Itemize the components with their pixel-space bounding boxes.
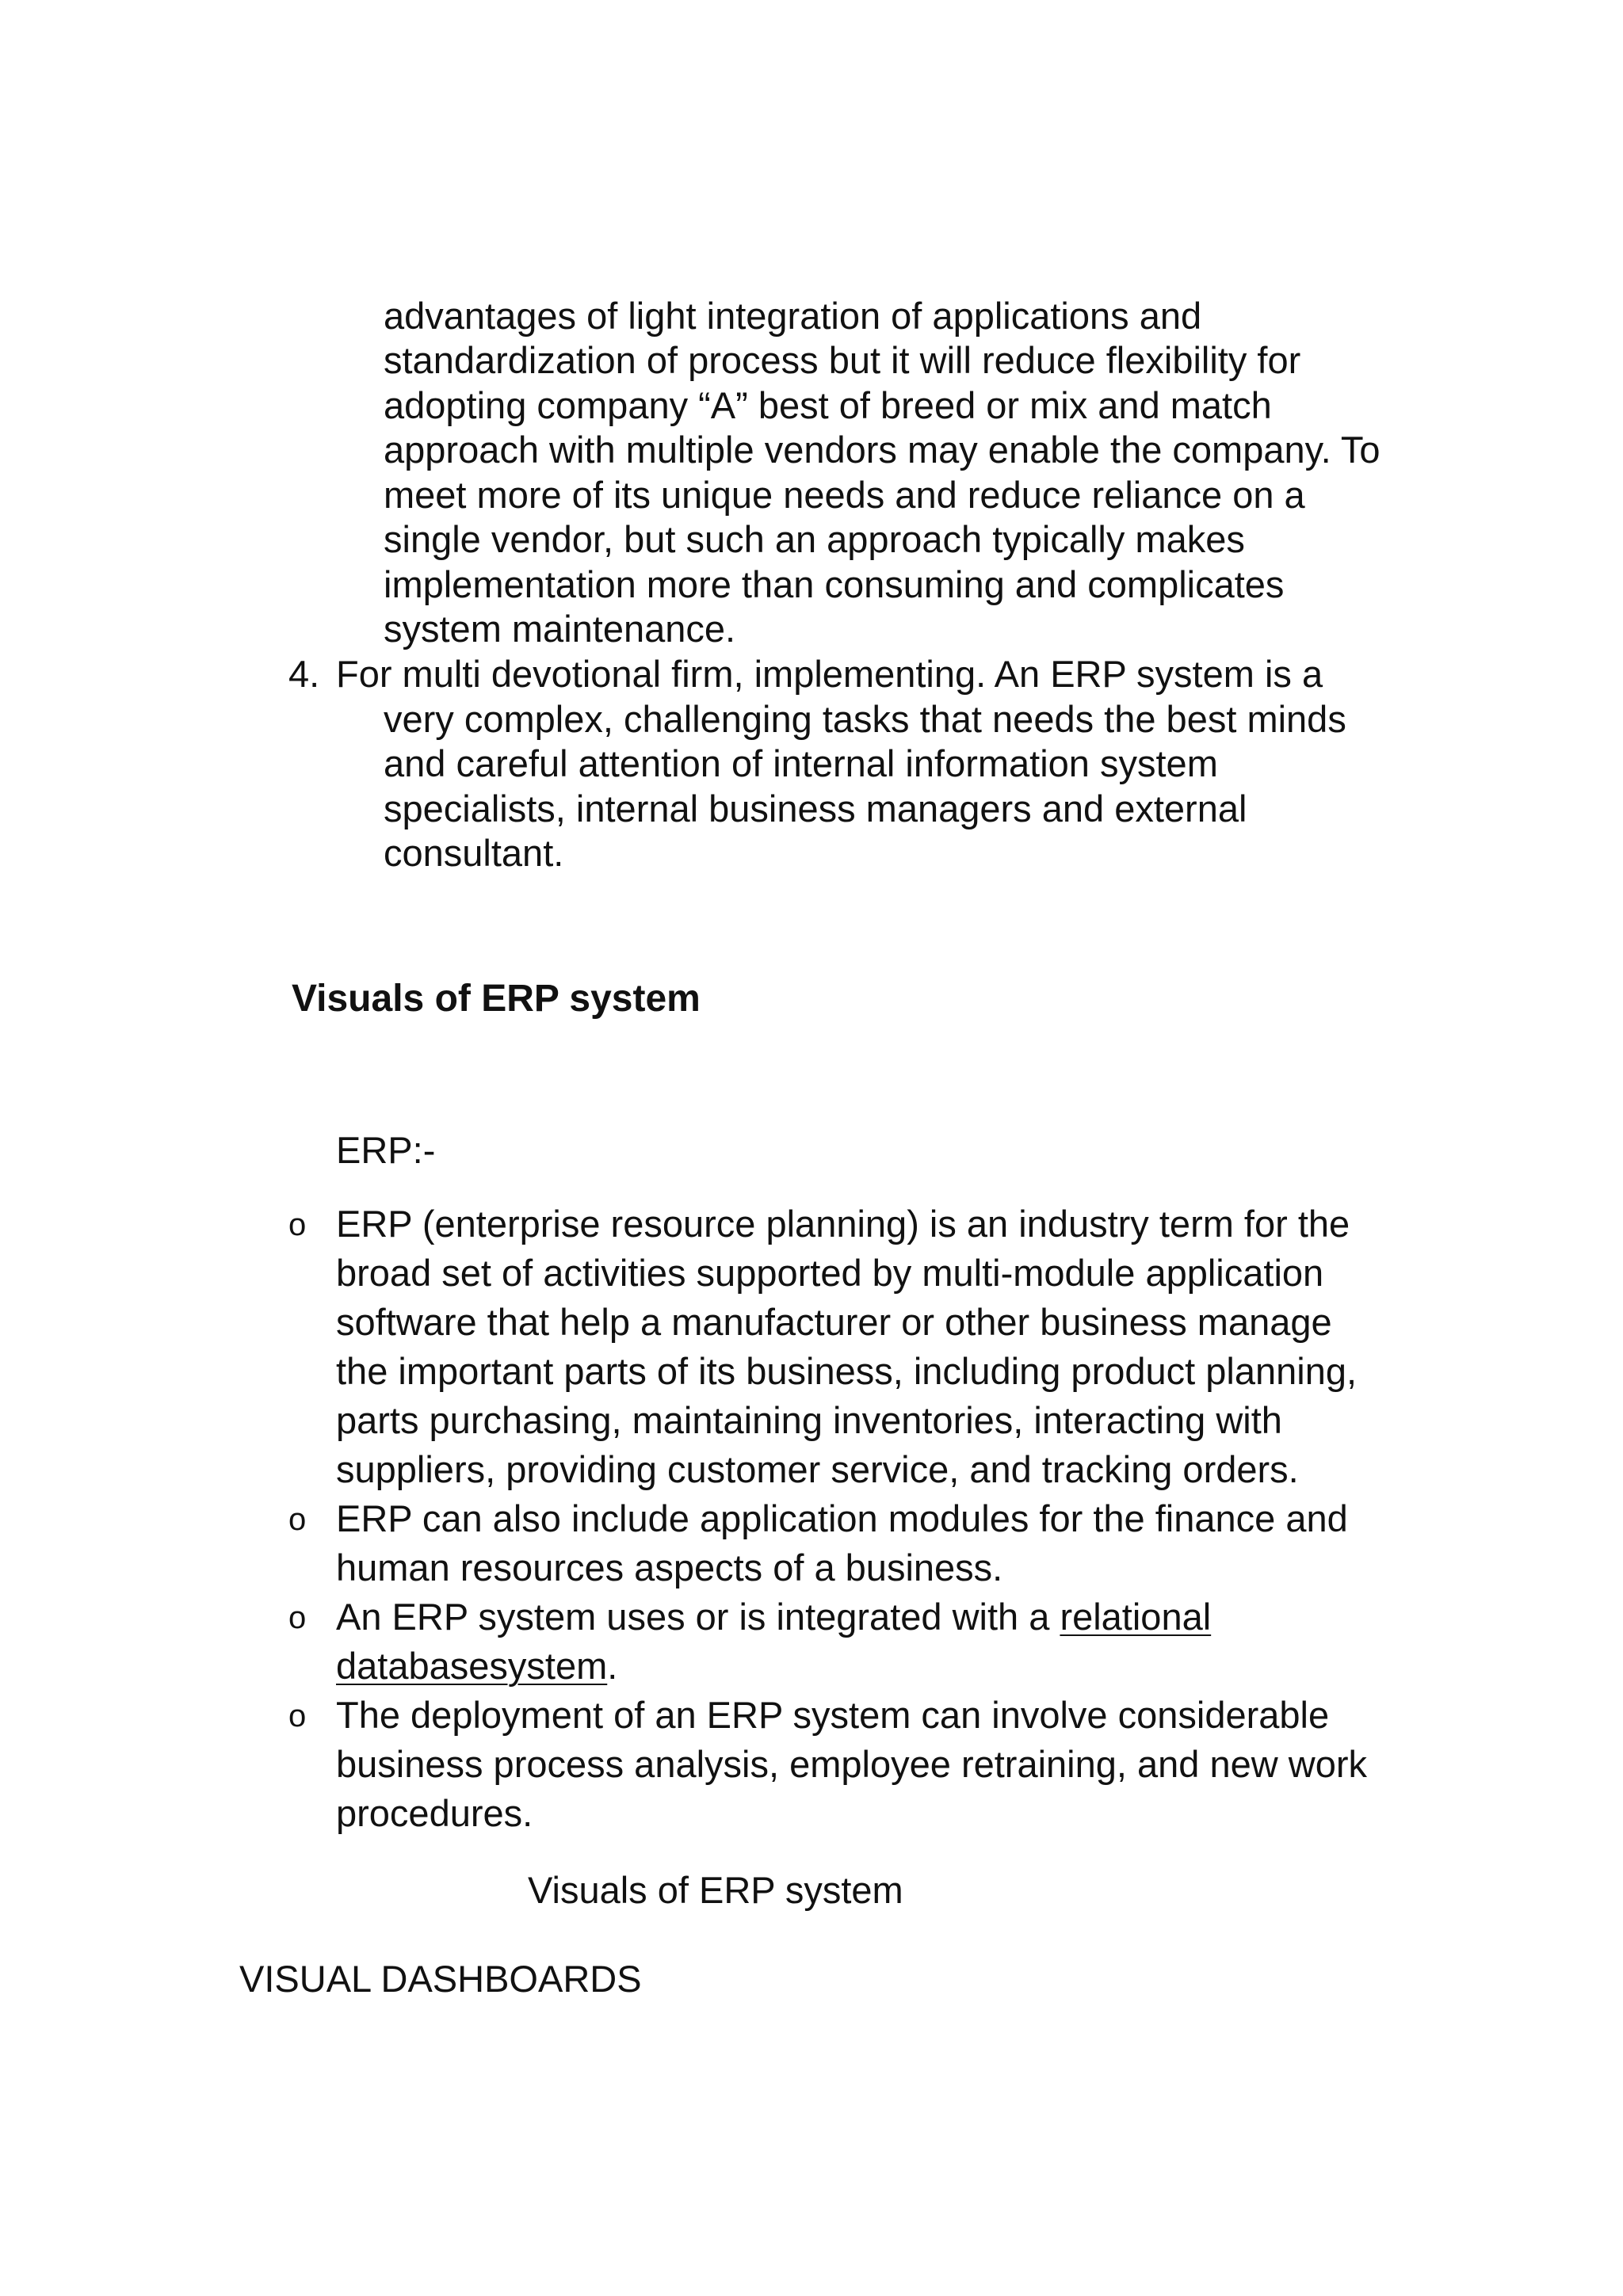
text-line: ERP can also include application modules for the finance and (336, 1497, 1348, 1539)
text-line: human resources aspects of a business. (336, 1547, 1003, 1589)
list-number: 4. (288, 653, 320, 695)
bullet-marker: o (288, 1600, 307, 1635)
bullet-marker: o (288, 1699, 307, 1733)
text-line: very complex, challenging tasks that needs the best minds (384, 698, 1346, 740)
text-line: system maintenance. (384, 608, 736, 650)
text-line: approach with multiple vendors may enable the company. To (384, 429, 1381, 471)
text-line: The deployment of an ERP system can involve considerable (336, 1694, 1330, 1736)
text-line: and careful attention of internal information system (384, 742, 1218, 784)
text-line: advantages of light integration of applications and (384, 295, 1202, 337)
text-line: ERP (enterprise resource planning) is an industry term for the (336, 1203, 1350, 1245)
relational-database-link[interactable]: databasesystem (336, 1645, 608, 1687)
text-line: standardization of process but it will reduce flexibility for (384, 339, 1301, 381)
text-line: single vendor, but such an approach typically makes (384, 518, 1245, 560)
erp-label: ERP:- (336, 1129, 436, 1171)
text-line (336, 1645, 618, 1687)
text-line: broad set of activities supported by multi-module application (336, 1252, 1324, 1294)
text-line (336, 1596, 1212, 1638)
bullet-marker: o (288, 1207, 307, 1242)
bullet-marker: o (288, 1502, 307, 1537)
text-line: procedures. (336, 1792, 533, 1834)
text-line: adopting company “A” best of breed or mix and match (384, 384, 1272, 426)
section-title: VISUAL DASHBOARDS (239, 1958, 642, 2000)
figure-caption: Visuals of ERP system (528, 1869, 903, 1911)
text-segment: An ERP system uses or is integrated with a (336, 1596, 1060, 1638)
text-line: parts purchasing, maintaining inventories, interacting with (336, 1399, 1282, 1441)
text-line: suppliers, providing customer service, and tracking orders. (336, 1448, 1299, 1490)
text-line: implementation more than consuming and complicates (384, 563, 1285, 605)
relational-database-link[interactable]: relational (1060, 1596, 1212, 1638)
text-segment: . (607, 1645, 618, 1687)
text-line: specialists, internal business managers and external (384, 788, 1247, 830)
text-line: For multi devotional firm, implementing. An ERP system is a (336, 653, 1323, 695)
text-line: the important parts of its business, including product planning, (336, 1350, 1358, 1392)
text-line: consultant. (384, 832, 564, 874)
text-line: meet more of its unique needs and reduce reliance on a (384, 474, 1305, 516)
section-heading: Visuals of ERP system (292, 978, 701, 1020)
text-line: business process analysis, employee retraining, and new work (336, 1743, 1367, 1785)
text-line: software that help a manufacturer or other business manage (336, 1301, 1332, 1343)
